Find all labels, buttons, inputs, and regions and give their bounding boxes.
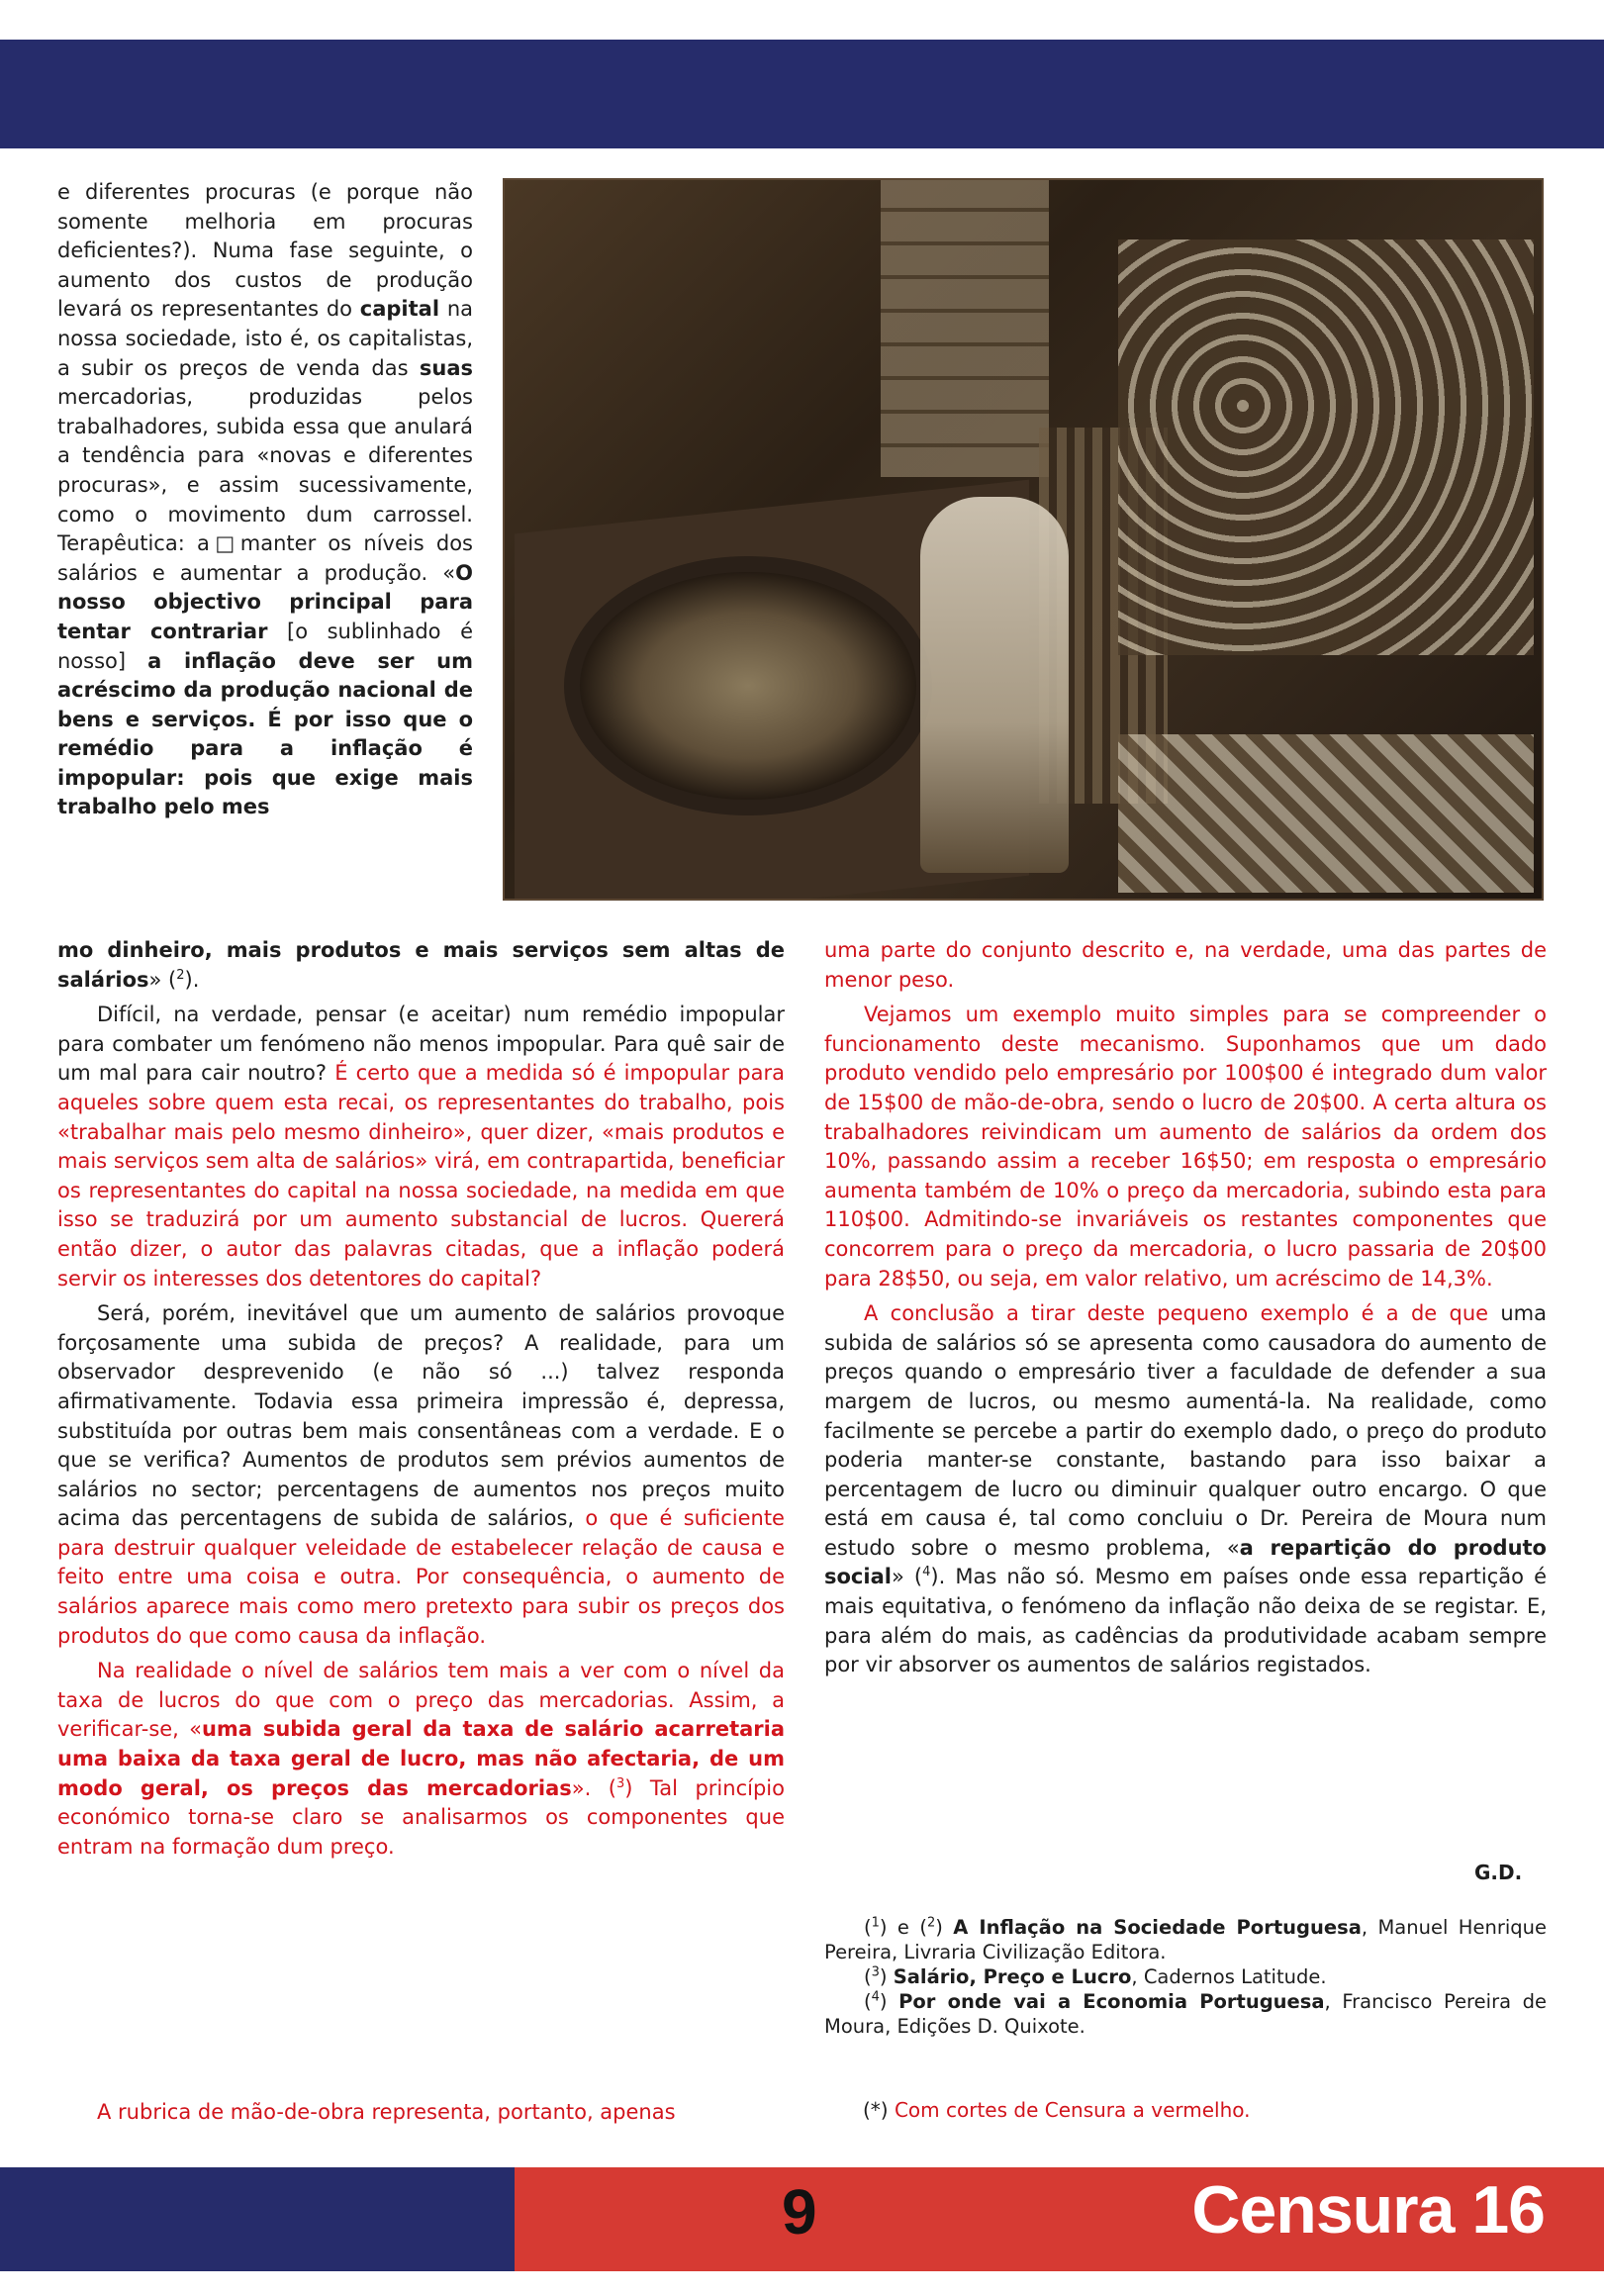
bold-term: a repartição do produto social	[824, 1535, 1547, 1589]
quote-bold: mo dinheiro, mais produtos e mais serviços sem altas de salários	[57, 938, 785, 992]
text-run: Será, porém, inevitável que um aumento de salários provoque forçosamente uma subida de preços? A realidade, para um observador desprevenido (e não só ...) talvez responda afirmativamente. Todavia essa primeira impressão é, depressa, substituída por outras bem mais consentâneas com a verdade. E o que se verifica? Aumentos de produtos sem prévios aumentos de salários no sector; percentagens de aumentos nos preços muito acima das percentagens de subida de salários,	[57, 1301, 785, 1531]
paragraph: Vejamos um exemplo muito simples para se compreender o funcionamento deste mecanismo. Suponhamos que um dado produto vendido pelo empresário por 100$00 é integrado dum valor de 15$00 de mão-de-obra, sendo o lucro de 20$00. A certa altura os trabalhadores reivindicam um aumento de salários da ordem dos 10%, passando assim a receber 16$50; em resposta o empresário aumenta também de 10% o preço da mercadoria, subindo esta para 110$00. Admitindo-se invariáveis os restantes componentes que concorrem para o preço da mercadoria, o lucro passaria de 20$00 para 28$50, ou seja, em valor relativo, um acréscimo de 14,3%.	[824, 1003, 1547, 1291]
paragraph	[57, 1299, 785, 1651]
text-run: (*)	[863, 2098, 895, 2122]
text-run: » (	[148, 967, 177, 992]
worker-figure	[920, 497, 1069, 873]
text-run: mercadorias, produzidas pelos trabalhadores, subida essa que anulará a tendência para «novas e diferentes procuras», e assim sucessivamente, como o movimento dum carrossel. Terapêutica: a□manter os níveis dos salários e aumentar a produção. «	[57, 385, 473, 585]
censored-text: Na realidade o nível de salários tem mais a ver com o nível da taxa de lucros do que com o preço das mercadorias. Assim, a verificar-se, «	[57, 1659, 785, 1742]
paragraph	[57, 178, 473, 822]
text-run: na nossa sociedade, isto é, os capitalistas, a subir os preços de venda das	[57, 297, 473, 380]
censored-text: A conclusão a tirar deste pequeno exemplo é a de que	[864, 1301, 1489, 1326]
footer-band	[0, 2167, 1604, 2271]
footnote-ref: 3	[615, 1775, 625, 1791]
quote-bold: a inflação deve ser um acréscimo da produção nacional de bens e serviços. É por isso que o remédio para a inflação é impopular: pois que exige mais trabalho pelo mes	[57, 648, 473, 819]
text-run: , Cadernos Latitude.	[1131, 1965, 1327, 1988]
text-run: ) e (	[879, 1916, 927, 1939]
factory-oven-photo	[503, 178, 1544, 901]
text-run: [o sublinhado é nosso]	[57, 619, 473, 673]
footnote-ref: 2	[176, 967, 185, 983]
censored-text: ) Tal princípio económico torna-se claro se analisarmos os componentes que entram na formação dum preço.	[57, 1775, 785, 1859]
footnote-number: 2	[926, 1915, 936, 1931]
oven-mouth	[564, 556, 932, 815]
footnote-ref: 4	[922, 1565, 931, 1580]
text-run: )	[879, 1965, 894, 1988]
tray	[1118, 734, 1534, 893]
text-run: uma subida de salários só se apresenta como causadora do aumento de preços quando o empresário tiver a faculdade de defender a sua margem de lucros, ou mesmo aumentá-la. Na realidade, como facilmente se percebe a partir do exemplo dado, o preço do produto poderia manter-se constante, bastando para isso baixar a percentagem de lucro ou diminuir qualquer outro encargo. O que está em causa é, tal como concluiu o Dr. Pereira de Moura num estudo sobre o mesmo problema, «	[824, 1301, 1548, 1560]
magazine-title: Censura 16	[1191, 2172, 1545, 2248]
text-run: , Francisco Pereira de Moura, Edições D. Quixote.	[824, 1990, 1547, 2038]
text-run: (	[864, 1965, 872, 1988]
left-column	[57, 936, 785, 1867]
censored-quote: uma subida geral da taxa de salário acarretaria uma baixa da taxa geral de lucro, mas não afectaria, de um modo geral, os preços das mercadorias	[57, 1717, 786, 1800]
bold-term: capital	[359, 297, 440, 322]
bold-term: suas	[419, 355, 473, 380]
footnote-number: 1	[871, 1915, 880, 1931]
author-initials: G.D.	[1474, 1861, 1523, 1884]
text-run: )	[935, 1916, 954, 1939]
text-run: e diferentes procuras (e porque não somente melhoria em procuras deficientes?). Numa fase seguinte, o aumento dos custos de produção levará os representantes do	[57, 180, 473, 322]
censored-text: ». (	[571, 1775, 616, 1800]
footnote	[824, 1989, 1547, 2039]
censored-text: É certo que a medida só é impopular para aqueles sobre quem esta recai, os representantes do trabalho, pois «trabalhar mais pelo mesmo dinheiro», quer dizer, «mais produtos e mais serviços sem alta de salários» virá, em contrapartida, beneficiar os representantes do capital na nossa sociedade, na medida em que isso se traduzirá por um aumento substancial de lucros. Quererá então dizer, o autor das palavras citadas, que a inflação poderá servir os interesses dos detentores do capital?	[57, 1061, 785, 1291]
paragraph: A rubrica de mão-de-obra representa, portanto, apenas	[97, 2100, 676, 2124]
brick-wall	[881, 180, 1049, 477]
header-band	[0, 40, 1604, 148]
footer-blue-block	[0, 2167, 515, 2271]
footer-red-block	[515, 2167, 1604, 2271]
censored-text: Com cortes de Censura a vermelho.	[894, 2098, 1251, 2122]
text-run: (	[864, 1916, 872, 1939]
censorship-note	[863, 2098, 1251, 2122]
left-column-top	[57, 178, 473, 828]
footnote-number: 4	[871, 1989, 880, 2005]
text-run: Difícil, na verdade, pensar (e aceitar) num remédio impopular para combater um fenómeno não menos impopular. Para quê sair de um mal para cair noutro?	[57, 1003, 785, 1086]
censored-text: o que é suficiente para destruir qualquer veleidade de estabelecer relação de causa e feito entre uma coisa e outra. Por consequência, o aumento de salários aparece mais como mero pretexto para subir os preços dos produtos do que como causa da inflação.	[57, 1506, 785, 1648]
right-column	[824, 936, 1547, 1686]
text-run: » (	[891, 1565, 923, 1589]
footnote	[824, 1915, 1547, 1964]
footnotes	[824, 1915, 1547, 2039]
left-column-last	[57, 2098, 785, 2134]
workers-group	[1118, 239, 1534, 655]
paragraph	[57, 936, 785, 995]
text-run: ).	[184, 967, 200, 992]
book-title: Por onde vai a Economia Portuguesa	[898, 1990, 1325, 2013]
book-title: Salário, Preço e Lucro	[893, 1965, 1132, 1988]
paragraph	[57, 1657, 785, 1862]
paragraph: uma parte do conjunto descrito e, na verdade, uma das partes de menor peso.	[824, 938, 1547, 992]
footnote-number: 3	[871, 1964, 880, 1980]
text-run: ). Mas não só. Mesmo em países onde essa repartição é mais equitativa, o fenómeno da inflação não deixa de se registar. E, para além do mais, as cadências da produtividade acabam sempre por vir absorver os aumentos de salários registados.	[824, 1565, 1547, 1677]
book-title: A Inflação na Sociedade Portuguesa	[953, 1916, 1362, 1939]
page-number: 9	[782, 2176, 817, 2248]
quote-bold: O nosso objectivo principal para tentar contrariar	[57, 560, 473, 643]
paragraph	[824, 1299, 1547, 1680]
text-run: )	[879, 1990, 899, 2013]
footnote	[824, 1964, 1547, 1989]
text-run: (	[864, 1990, 872, 2013]
text-run: , Manuel Henrique Pereira, Livraria Civilização Editora.	[824, 1916, 1547, 1963]
paragraph	[57, 1001, 785, 1293]
